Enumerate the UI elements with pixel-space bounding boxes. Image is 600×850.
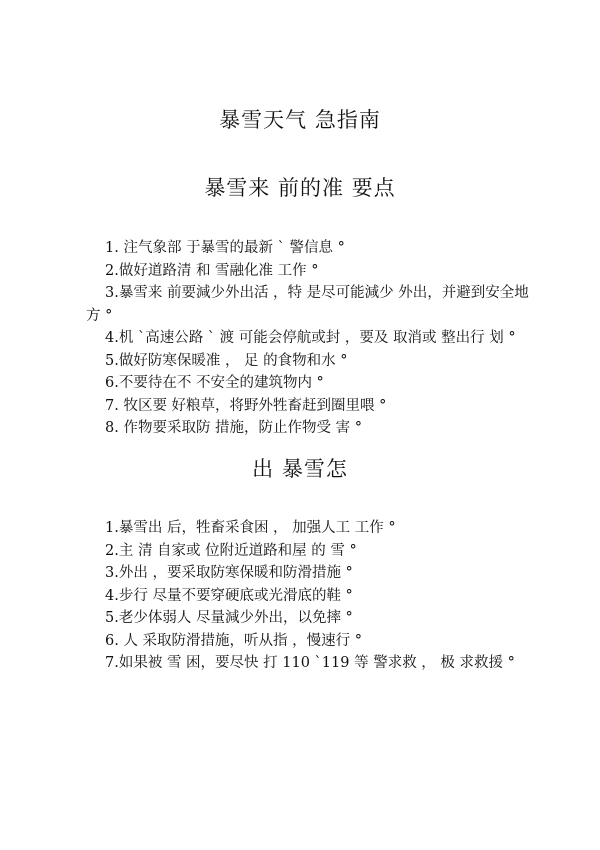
section-heading-after-blizzard: 出 暴雪怎 [252, 457, 348, 481]
section-heading-before-blizzard: 暴雪来 前的准 要点 [204, 176, 396, 200]
list-item: 4.机 `高速公路 ` 渡 可能会停航或封 ，要及 取消或 整出行 划 ° [105, 330, 516, 346]
list-item: 1. 注气象部 于暴雪的最新 ` 警信息 ° [105, 240, 345, 256]
list-item: 3.暴雪来 前要減少外出活 ，特 是尽可能減少 外出，并避到安全地方 ° [86, 285, 529, 324]
list-item: 4.步行 尽量不要穿硬底或光滑底的鞋 ° [105, 587, 353, 604]
list-item: 8. 作物要采取防 措施，防止作物受 害 ° [105, 420, 363, 436]
preparation-list [86, 237, 536, 440]
document-title: 暴雪天气 急指南 [219, 108, 381, 132]
list-item: 6. 人 采取防滑措施，听从指 ，慢速行 ° [105, 632, 363, 649]
list-item: 1.暴雪出 后，牲畜采食困 ， 加强人工 工作 ° [105, 520, 396, 536]
list-item: 7.如果被 雪 困，要尽快 打 110 `119 等 警求救 ， 极 求救援 ° [105, 655, 515, 671]
list-item: 5.做好防寒保暖准 ， 足 的食物和水 ° [105, 352, 348, 369]
list-item: 2.主 清 自家或 位附近道路和屋 的 雪 ° [105, 542, 357, 559]
list-item: 5.老少体弱人 尽量減少外出，以免摔 ° [105, 610, 353, 626]
response-list [86, 517, 536, 675]
list-item: 3.外出 ，要采取防寒保暖和防滑措施 ° [105, 565, 353, 581]
list-item: 2.做好道路清 和 雪融化准 工作 ° [105, 262, 319, 279]
list-item: 6.不要待在不 不安全的建筑物内 ° [105, 375, 324, 391]
list-item: 7. 牧区要 好粮草，将野外牲畜赶到圈里喂 ° [105, 397, 387, 414]
